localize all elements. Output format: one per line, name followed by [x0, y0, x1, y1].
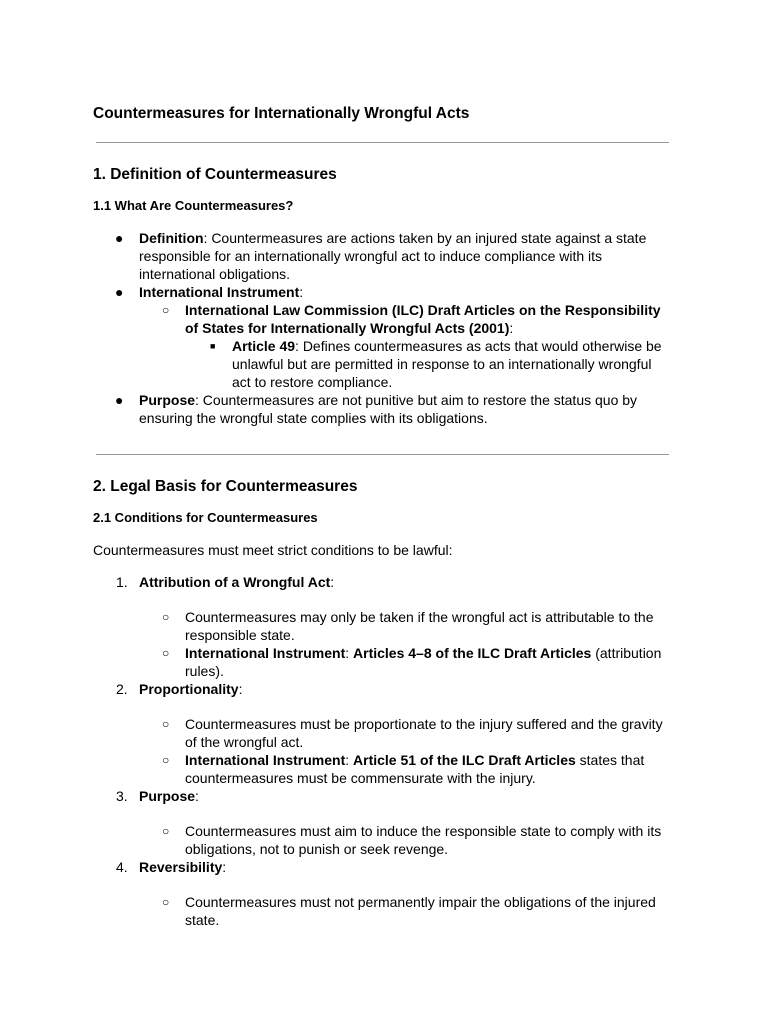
numbered-item-reversibility	[93, 858, 673, 876]
item-label: Proportionality	[139, 681, 239, 697]
section-1-heading: 1. Definition of Countermeasures	[93, 166, 337, 183]
instrument-colon: :	[345, 645, 354, 661]
purpose-label: Purpose	[139, 392, 196, 408]
attribution-text: Countermeasures may only be taken if the wrongful act is attributable to the responsible state.	[185, 609, 654, 643]
item-label: Purpose	[139, 788, 196, 804]
item-colon: :	[222, 859, 227, 875]
item-colon: :	[330, 574, 335, 590]
item-number: 3.	[116, 788, 128, 804]
disc-bullet: ●	[115, 230, 124, 246]
section-1-1-heading: 1.1 What Are Countermeasures?	[93, 198, 294, 213]
reversibility-text: Countermeasures must not permanently impair the obligations of the injured state.	[185, 894, 656, 928]
circle-bullet: ○	[162, 824, 170, 838]
sub-item-attribution-text	[93, 608, 673, 644]
instrument-label: International Instrument	[185, 645, 346, 661]
ilc-colon: :	[509, 320, 514, 336]
article-49-text: : Defines countermeasures as acts that would otherwise be unlawful but are permitted in response to an internationally wrongful act to restore compliance.	[232, 338, 662, 390]
circle-bullet: ○	[162, 303, 170, 317]
item-number: 1.	[116, 574, 128, 590]
definition-label: Definition	[139, 230, 204, 246]
item-label: Attribution of a Wrongful Act	[139, 574, 331, 590]
list-item-ilc	[93, 301, 673, 337]
circle-bullet: ○	[162, 895, 170, 909]
item-number: 2.	[116, 681, 128, 697]
circle-bullet: ○	[162, 646, 170, 660]
item-number: 4.	[116, 859, 128, 875]
section-2-intro: Countermeasures must meet strict conditions to be lawful:	[93, 542, 453, 558]
article-49-label: Article 49	[232, 338, 296, 354]
instrument-colon: :	[345, 752, 354, 768]
instrument-label: International Instrument	[139, 284, 300, 300]
item-colon: :	[195, 788, 199, 804]
square-bullet: ■	[210, 341, 216, 351]
item-colon: :	[238, 681, 243, 697]
sub-item-attribution-instrument	[93, 644, 673, 680]
numbered-item-proportionality	[93, 680, 673, 698]
instrument-reference: Article 51 of the ILC Draft Articles	[353, 752, 576, 768]
instrument-text: states that countermeasures must be commensurate with the injury.	[185, 752, 645, 786]
instrument-colon: :	[299, 284, 304, 300]
purpose-text: Countermeasures must aim to induce the responsible state to comply with its obligations, not to punish or seek revenge.	[185, 823, 662, 857]
instrument-reference: Articles 4–8 of the ILC Draft Articles	[353, 645, 592, 661]
document-title: Countermeasures for Internationally Wrongful Acts	[93, 105, 470, 122]
sub-item-purpose-text	[93, 822, 673, 858]
list-item-article-49	[93, 337, 673, 391]
document-page	[93, 104, 673, 929]
disc-bullet: ●	[115, 392, 124, 408]
proportionality-text: Countermeasures must be proportionate to the injury suffered and the gravity of the wrongful act.	[185, 716, 663, 750]
sub-item-reversibility-text	[93, 893, 673, 929]
sub-item-proportionality-text	[93, 715, 673, 751]
section-2-1-heading: 2.1 Conditions for Countermeasures	[93, 510, 318, 525]
sub-item-proportionality-instrument	[93, 751, 673, 787]
instrument-label: International Instrument	[185, 752, 346, 768]
circle-bullet: ○	[162, 753, 170, 767]
ilc-label: International Law Commission (ILC) Draft Articles on the Responsibility of States for Internationally Wrongful Acts (2001)	[185, 302, 661, 336]
item-label: Reversibility	[139, 859, 223, 875]
numbered-item-attribution	[93, 573, 673, 591]
instrument-text: (attribution rules).	[185, 645, 662, 679]
circle-bullet: ○	[162, 610, 170, 624]
section-2-heading: 2. Legal Basis for Countermeasures	[93, 478, 358, 495]
definition-text: : Countermeasures are actions taken by an injured state against a state responsible for an internationally wrongful act to induce compliance with its international obligations.	[139, 230, 647, 282]
purpose-text: : Countermeasures are not punitive but aim to restore the status quo by ensuring the wrongful state complies with its obligations.	[139, 392, 638, 426]
numbered-item-purpose	[93, 787, 673, 805]
list-item-purpose	[93, 391, 673, 427]
list-item-definition	[93, 229, 673, 283]
disc-bullet: ●	[115, 284, 124, 300]
circle-bullet: ○	[162, 717, 170, 731]
list-item-instrument	[93, 283, 673, 301]
